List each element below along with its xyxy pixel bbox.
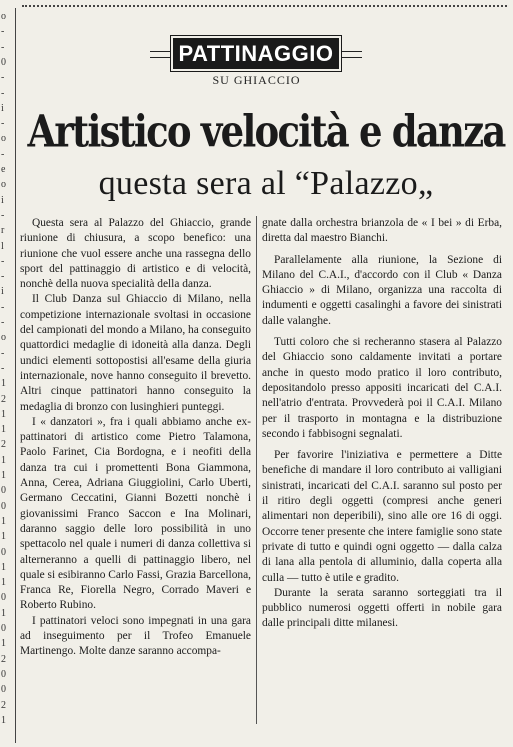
paragraph: Per favorire l'iniziativa e permettere a Ditte benefiche di mandare il loro contributo ai valligiani sinistrati, incaricati del C.A.I. saranno sul posto per il ritiro degli oggetti (compresi anche generi alimentari non deperibili), sino alle ore 16 di oggi. Occorre tener presente che intere famiglie sono state private di tutto e quindi ogni oggetto — dalla calza di lana alla pentola di alluminio, dalla coperta alla culla — tutto è utile e gradito. <box>262 449 502 584</box>
margin-char: 1 <box>1 454 6 466</box>
margin-char: o <box>1 11 6 22</box>
margin-char: 1 <box>1 408 6 420</box>
margin-char: - <box>1 301 5 313</box>
margin-char: 2 <box>1 653 6 665</box>
margin-char: o <box>1 179 6 191</box>
margin-char: i <box>1 286 4 298</box>
column-divider <box>256 216 257 724</box>
margin-char: 0 <box>1 56 6 68</box>
margin-char: - <box>1 362 5 374</box>
margin-char: - <box>1 26 5 38</box>
margin-char: 0 <box>1 668 6 680</box>
margin-char: 0 <box>1 500 6 512</box>
margin-char: - <box>1 148 5 160</box>
margin-char: 1 <box>1 577 6 589</box>
margin-char: i <box>1 102 4 114</box>
margin-char: - <box>1 118 5 130</box>
margin-char: i <box>1 194 4 206</box>
article-column-right <box>262 216 502 632</box>
top-dotted-rule <box>22 5 507 9</box>
margin-char: - <box>1 72 5 84</box>
margin-char: 1 <box>1 424 6 436</box>
margin-char: 1 <box>1 638 6 650</box>
paragraph-continuation: gnate dalla orchestra brianzola de « I bei » di Erba, diretta dal maestro Bianchi. <box>262 217 502 245</box>
margin-char: - <box>1 41 5 53</box>
paragraph: Questa sera al Palazzo del Ghiaccio, grande riunione di chiusura, a scopo benefico: una riunione che vuol essere anche una rassegna dello sport del pattinaggio di artistico e di velocità, nonchè della nuova specialità della danza. <box>20 217 251 291</box>
margin-char: 2 <box>1 699 6 711</box>
section-subheading: SU GHIACCIO <box>212 73 301 87</box>
margin-char: 1 <box>1 561 6 573</box>
section-ornament-right <box>342 51 362 58</box>
headline-secondary: questa sera al “Palazzo„ <box>98 165 434 202</box>
margin-char: - <box>1 87 5 99</box>
paragraph: I pattinatori veloci sono impegnati in una gara ad inseguimento per il Trofeo Emanuele Martinengo. Molte danze saranno accompa- <box>20 614 251 658</box>
article-column-left <box>20 216 251 660</box>
margin-char: 0 <box>1 485 6 497</box>
margin-char: 2 <box>1 439 6 451</box>
margin-char: 1 <box>1 714 6 726</box>
margin-char: 1 <box>1 607 6 619</box>
margin-char: - <box>1 317 5 328</box>
margin-char: 1 <box>1 378 6 390</box>
section-heading: PATTINAGGIO <box>173 38 339 69</box>
margin-char: l <box>1 240 4 252</box>
margin-char: - <box>1 255 5 267</box>
margin-char: 1 <box>1 515 6 527</box>
paragraph: Tutti coloro che si recheranno stasera al Palazzo del Ghiaccio sono caldamente invitati a portare anche in questo modo pratico il loro contributo, depositandolo presso appositi incaricati del C.A.I. nell'atrio d'entrata. Provvederà poi il C.A.I. Milano per il trasporto in montagna e la distribuzione secondo i fabbisogni segnalati. <box>262 336 502 440</box>
left-margin-clipped-text <box>0 0 14 747</box>
margin-char: 0 <box>1 546 6 558</box>
margin-char: - <box>1 347 5 359</box>
margin-char: 1 <box>1 470 6 481</box>
margin-char: o <box>1 332 6 344</box>
margin-char: - <box>1 271 5 283</box>
margin-char: o <box>1 133 6 145</box>
margin-char: 0 <box>1 592 6 604</box>
margin-char: r <box>1 225 5 237</box>
headline-main: Artistico velocità e danza <box>27 105 505 158</box>
paragraph: I « danzatori », fra i quali abbiamo anche ex-pattinatori di artistico come Pietro Talamona, Paolo Farinet, Cia Bordogna, e i neofiti della danza tra cui i promettenti Bona Giammona, Anna, Cerea, Adriana Giuggiolini, Carlo Uberti, Germano Ceccatini, Gianni Bozetti nonchè i giovanissimi Franco Saccon e Ina Molinari, daranno saggio delle loro possibilità in uno spettacolo nel quale i numeri di danza collettiva si alterneranno a quelli di pattinaggio libero, nel quale si esibiranno Carlo Fassi, Grazia Barcellona, Franca Re, Fiorella Negro, Corrado Maveri e Roberto Rubino. <box>20 415 251 612</box>
margin-char: 2 <box>1 393 6 405</box>
paragraph: Il Club Danza sul Ghiaccio di Milano, nella competizione internazionale svoltasi in occasione del campionati del mondo a Milano, ha conseguito quattordici medaglie di idoneità alla danza. Degli undici elementi sottopostisi all'esame della giuria internazionale, nove hanno conseguito il brevetto. Altri cinque pattinatori hanno conseguito la medaglia di bronzo con lusinghieri punteggi. <box>20 293 251 413</box>
section-ornament-left <box>150 51 170 58</box>
margin-char: - <box>1 209 5 221</box>
margin-column-rule <box>15 8 16 743</box>
margin-char: 1 <box>1 531 6 543</box>
margin-char: 0 <box>1 623 6 634</box>
margin-char: 0 <box>1 684 6 696</box>
paragraph: Parallelamente alla riunione, la Sezione di Milano del C.A.I., d'accordo con il Club « Danza Ghiaccio » di Milano, organizza una raccolta di indumenti e oggetti casalinghi a favore dei sinistrati dalle valanghe. <box>262 253 502 327</box>
margin-char: e <box>1 164 6 175</box>
paragraph: Durante la serata saranno sorteggiati tra il pubblico numerosi oggetti offerti in nobile gara dalle principali ditte milanesi. <box>262 586 502 630</box>
